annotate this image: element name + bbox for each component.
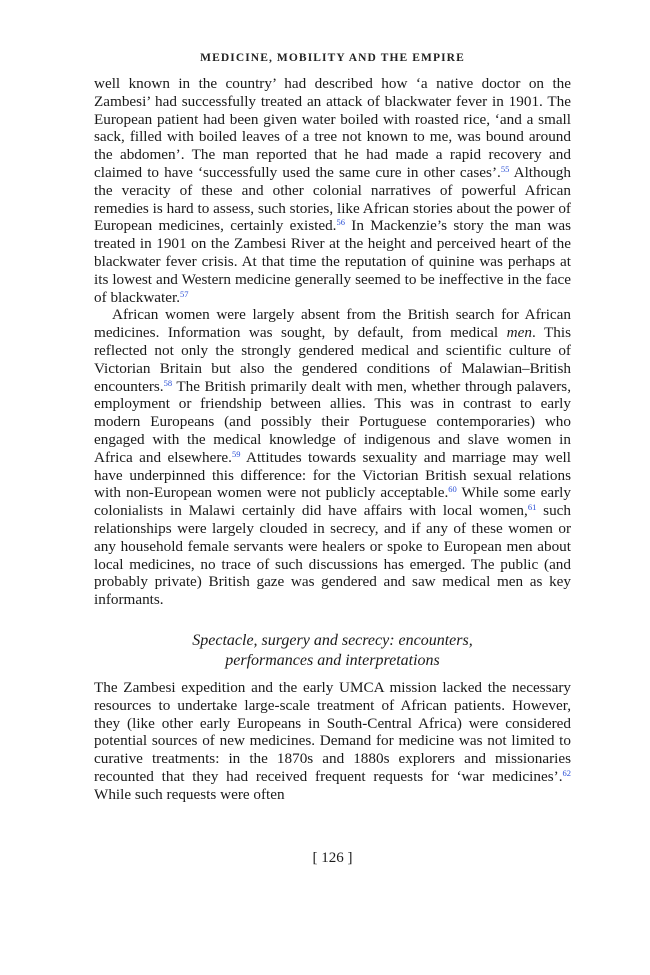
paragraph-3 bbox=[94, 679, 571, 804]
endnote-ref-55[interactable]: 55 bbox=[500, 163, 510, 174]
endnote-ref-57[interactable]: 57 bbox=[180, 288, 189, 299]
section-heading-line-2: performances and interpretations bbox=[225, 651, 440, 669]
paragraph-text: While such requests were often bbox=[94, 785, 285, 803]
paragraph-text: such relationships were largely clouded in secrecy, and if any of these women or any household female servants were healers or spoke to European men about local medicines, no trace of such discussions has emerged. The public (and probably private) British gaze was gendered and saw medical men as key informants. bbox=[94, 502, 572, 609]
running-head: MEDICINE, MOBILITY AND THE EMPIRE bbox=[200, 52, 465, 64]
endnote-ref-58[interactable]: 58 bbox=[163, 377, 173, 388]
paragraph-text: well known in the country’ had described how ‘a native doctor on the Zambesi’ had successfully treated an attack of blackwater fever in 1901. The European patient had been given water boiled with roasted rice, ‘and a small sack, filled with boiled leaves of a tree not known to me, was bound around the abdomen’. The man reported that he had made a rapid recovery and claimed to have ‘successfully used the same cure in other cases’. bbox=[94, 75, 571, 181]
page-number: [ 126 ] bbox=[312, 850, 353, 866]
paragraph-2 bbox=[94, 306, 571, 609]
endnote-ref-62[interactable]: 62 bbox=[562, 767, 571, 778]
paragraph-text: African women were largely absent from the British search for African medicines. Information was sought, by default, from medical bbox=[94, 306, 571, 342]
paragraph-text: In Mackenzie’s story the man was treated in 1901 on the Zambesi River at the height and perceived heart of the blackwater fever crisis. At that time the reputation of quinine was perhaps at its lowest and Western medicine generally seemed to be ineffective in the face of blackwater. bbox=[94, 217, 571, 306]
endnote-ref-59[interactable]: 59 bbox=[231, 448, 241, 459]
section-heading bbox=[94, 631, 571, 671]
emphasis-men: men bbox=[506, 324, 532, 342]
paragraph-text: Although the veracity of these and other colonial narratives of powerful African remedies is hard to assess, such stories, like African stories about the power of European medicines, certainly existed. bbox=[94, 163, 571, 235]
body-text bbox=[94, 75, 571, 803]
section-heading-line-1: Spectacle, surgery and secrecy: encounters, bbox=[192, 631, 473, 649]
endnote-ref-60[interactable]: 60 bbox=[448, 484, 457, 495]
paragraph-text: The Zambesi expedition and the early UMCA mission lacked the necessary resources to undertake large-scale treatment of African patients. However, they (like other early Europeans in South-Central Africa) were considered potential sources of new medicines. Demand for medicine was not limited to curative treatments: in the 1870s and 1880s explorers and missionaries recounted that they had received frequent requests for ‘war medicines’. bbox=[94, 678, 571, 785]
paragraph-text: The British primarily dealt with men, whether through palavers, employment or friendship between allies. This was in contrast to early modern Europeans (and possibly their Portuguese contemporaries) who engaged with the medical knowledge of indigenous and slave women in Africa and elsewhere. bbox=[94, 377, 571, 466]
paragraph-text: Attitudes towards sexuality and marriage may well have underpinned this difference: for the Victorian British sexual relations with non-European women were not publicly acceptable. bbox=[94, 448, 571, 502]
paragraph-text: . This reflected not only the strongly gendered medical and scientific culture of Victorian Britain but also the gendered conditions of Malawian–British encounters. bbox=[94, 324, 572, 395]
paragraph-1 bbox=[94, 75, 571, 306]
paragraph-text: While some early colonialists in Malawi certainly did have affairs with local women, bbox=[94, 484, 571, 520]
endnote-ref-61[interactable]: 61 bbox=[527, 502, 537, 513]
endnote-ref-56[interactable]: 56 bbox=[336, 217, 345, 228]
